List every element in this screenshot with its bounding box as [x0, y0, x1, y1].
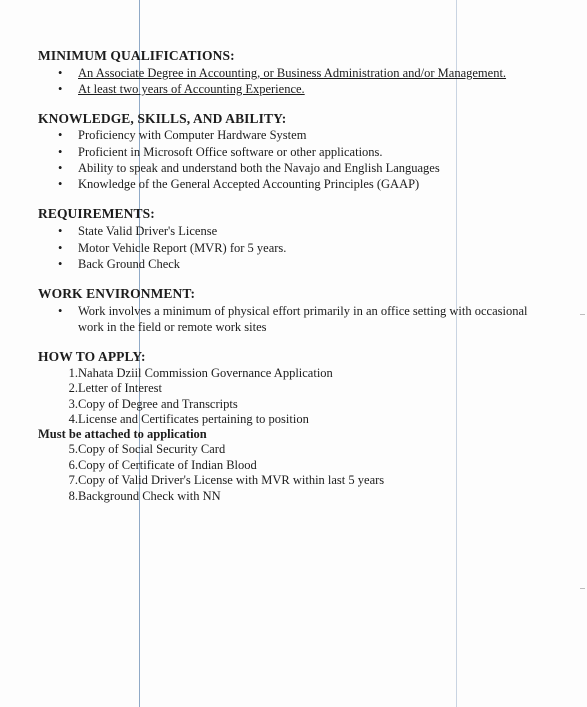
- item-number: 1.: [68, 366, 78, 380]
- list-item: [58, 145, 383, 160]
- section-heading-requirements: REQUIREMENTS:: [38, 206, 155, 221]
- attached-subheading: Must be attached to application: [38, 427, 207, 441]
- list-item-text: Back Ground Check: [78, 257, 181, 271]
- list-item: [58, 66, 506, 81]
- list-item: [58, 177, 419, 192]
- item-number: 7.: [68, 473, 78, 487]
- bullet: •: [58, 128, 63, 142]
- numbered-item: [58, 489, 221, 504]
- list-item: [58, 128, 306, 143]
- item-number: 4.: [68, 412, 78, 426]
- bullet: •: [58, 257, 63, 271]
- numbered-item: [58, 458, 257, 473]
- list-item-text: State Valid Driver's License: [78, 224, 218, 238]
- bullet: •: [58, 66, 63, 80]
- list-item-text: At least two years of Accounting Experience.: [78, 82, 305, 96]
- item-number: 5.: [68, 442, 78, 456]
- numbered-item-text: Copy of Social Security Card: [78, 442, 226, 456]
- list-item-text: Knowledge of the General Accepted Accounting Principles (GAAP): [78, 177, 420, 191]
- numbered-item: [58, 366, 333, 381]
- numbered-item: [58, 442, 225, 457]
- section-heading-work-environment: WORK ENVIRONMENT:: [38, 286, 196, 301]
- list-item-text-continued: work in the field or remote work sites: [78, 320, 267, 334]
- item-number: 6.: [68, 458, 78, 472]
- bullet: •: [58, 241, 63, 255]
- numbered-item: [58, 381, 162, 396]
- bullet: •: [58, 82, 63, 96]
- numbered-item-text: License and Certificates pertaining to position: [78, 412, 309, 426]
- list-item-text: Motor Vehicle Report (MVR) for 5 years.: [78, 241, 287, 255]
- list-item-text: Proficient in Microsoft Office software or other applications.: [78, 145, 383, 159]
- numbered-item-text: Letter of Interest: [78, 381, 162, 395]
- bullet: •: [58, 145, 63, 159]
- numbered-item: [58, 397, 238, 412]
- numbered-item: [58, 412, 309, 427]
- bullet: •: [58, 304, 63, 318]
- numbered-item-text: Background Check with NN: [78, 489, 221, 503]
- bullet: •: [58, 224, 63, 238]
- list-item-text: An Associate Degree in Accounting, or Business Administration and/or Management.: [78, 66, 507, 80]
- numbered-item-text: Copy of Valid Driver's License with MVR within last 5 years: [78, 473, 385, 487]
- numbered-item: [58, 473, 384, 488]
- scan-edge-mark: [580, 588, 585, 589]
- bullet: •: [58, 177, 63, 191]
- scan-edge-mark: [580, 314, 585, 315]
- list-item: [58, 161, 440, 176]
- list-item: [58, 224, 217, 239]
- item-number: 3.: [68, 397, 78, 411]
- numbered-item-text: Copy of Degree and Transcripts: [78, 397, 238, 411]
- numbered-item-text: Copy of Certificate of Indian Blood: [78, 458, 257, 472]
- scan-fold-line: [456, 0, 457, 707]
- list-item: [58, 304, 527, 319]
- list-item-text: Ability to speak and understand both the Navajo and English Languages: [78, 161, 440, 175]
- bullet: •: [58, 161, 63, 175]
- list-item: [58, 82, 305, 97]
- section-heading-knowledge-skills-ability: KNOWLEDGE, SKILLS, AND ABILITY:: [38, 111, 287, 126]
- list-item-text: Proficiency with Computer Hardware System: [78, 128, 307, 142]
- list-item: [58, 257, 180, 272]
- list-item-text: Work involves a minimum of physical effort primarily in an office setting with occasional: [78, 304, 528, 318]
- section-heading-how-to-apply: HOW TO APPLY:: [38, 349, 146, 364]
- item-number: 8.: [68, 489, 78, 503]
- numbered-item-text: Nahata Dziil Commission Governance Application: [78, 366, 333, 380]
- section-heading-minimum-qualifications: MINIMUM QUALIFICATIONS:: [38, 48, 235, 63]
- item-number: 2.: [68, 381, 78, 395]
- list-item: [58, 241, 286, 256]
